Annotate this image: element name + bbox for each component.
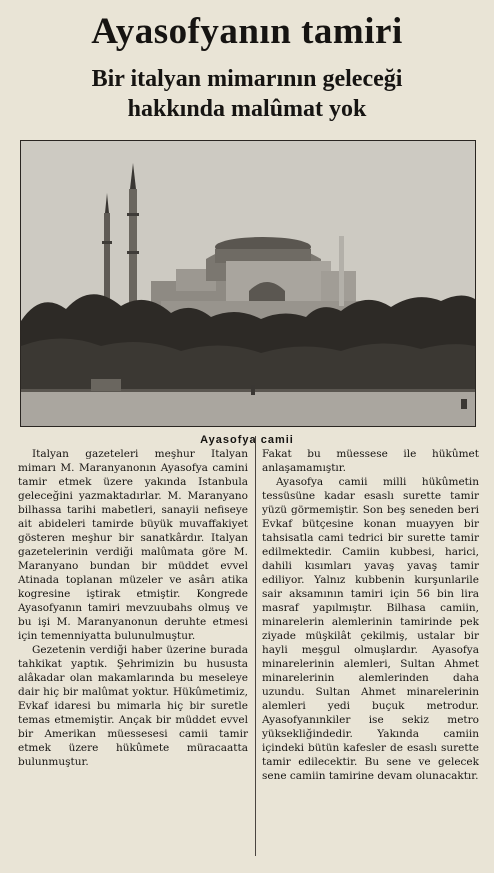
- hagia-sophia-photo: [20, 140, 476, 427]
- hagia-sophia-illustration: [21, 141, 475, 426]
- article-paragraph: Fakat bu müessese ile hükûmet anlaşamamıştır.: [262, 448, 479, 474]
- headline-title: Ayasofyanın tamiri: [91, 11, 403, 52]
- article-column-left: [18, 447, 248, 769]
- headline-subtitle: [0, 64, 494, 124]
- column-divider: [255, 436, 256, 856]
- article-column-right: [262, 447, 479, 783]
- photo-caption: Ayasofya camii: [200, 434, 294, 446]
- article-paragraph: Gezetenin verdiği haber üzerine burada tahkikat yaptık. Şehrimizin bu hususta alâkadar olan makamlarında bu meseleye dair hiç bir malûmat yoktur. Hükûmetimiz, Evkaf idaresi bu mimarla hiç bir suretle temas etmemiştir. Ançak bir müddet evvel bir Amerikan müessesesi camii tamir etmek üzere hükûmete müracaatta bulunmuştur.: [18, 644, 248, 768]
- subtitle-line-2: hakkında malûmat yok: [127, 96, 367, 122]
- article-paragraph: Italyan gazeteleri meşhur Italyan mimarı M. Maranyanonın Ayasofya camini tamir etmek üzere yakında Istanbula geleceğini yazmaktadırlar. M. Maranyano bilhassa tarihi mabetleri, sanayii nefiseye ait abideleri tamirde büyük muvaffakiyet gösteren meşhur bir sanatkârdır. Italyan gazetelerinin verdiği malûmata göre M. Maranyano bundan bir müddet evvel Atinada toplanan müzeler ve asârı atika kogresine iştirak etmiştir. Kongrede Ayasofyanın tamiri mevzuubahs olmuş ve bu işi M. Maranyanonun deruhte etmesi için temenniyatta bulunulmuştur.: [18, 448, 248, 642]
- article-paragraph: Ayasofya camii milli hükûmetin tessüsüne kadar esaslı surette tamir yüzü görmemiştir. Son beş seneden beri Evkaf bütçesine konan muayyen bir tahsisatla cami tedrici bir surette tamir edilmektedir. Camiin kubbesi, harici, dahili kısımları yavaş yavaş tamir ediliyor. Yalnız kubbenin kurşunlarile sair aksamının tamiri için 56 bin lira masraf yapılmıştır. Bilhasa camiin, minarelerin alemlerinin tamirinde pek ziyade müşkilât çekilmiş, ustalar bir hayli meşgul olmuşlardır. Ayasofya minarelerinin alemleri, Sultan Ahmet minarelerinin alemlerinden daha uzundu. Sultan Ahmet minarelerinin alemleri yedi buçuk metrodur. Ayasofyanınkiler ise sekiz metro yüksekliğindedir. Yakında camiin içindeki bütün kafesler de esaslı surette tamir edilecektir. Bu sene ve gelecek sene camiin tamirine devam olunacaktır.: [262, 476, 479, 782]
- subtitle-line-1: Bir italyan mimarının geleceği: [91, 66, 403, 92]
